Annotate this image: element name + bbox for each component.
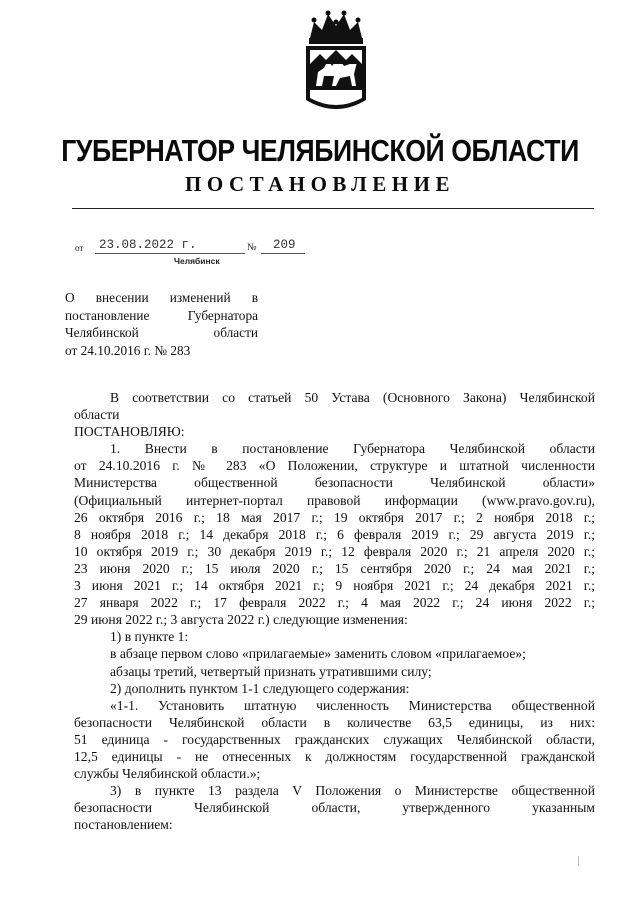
body-line-resolve: ПОСТАНОВЛЯЮ: <box>74 424 185 440</box>
registration-line <box>75 238 315 256</box>
body-line: безопасности Челябинской области в количестве 63,5 единицы, из них: <box>74 714 595 730</box>
body-line: 1. Внести в постановление Губернатора Челябинской области <box>110 441 595 457</box>
body-line: 2) дополнить пунктом 1-1 следующего содержания: <box>110 680 410 696</box>
body-line: 3) в пункте 13 раздела V Положения о Министерстве общественной <box>110 783 595 799</box>
subject-line: Челябинской области <box>65 325 258 340</box>
decree-date: 23.08.2022 г. <box>99 238 197 252</box>
decree-number: 209 <box>273 238 296 252</box>
body-line: 27 января 2022 г.; 17 февраля 2022 г.; 4 мая 2022 г.; 24 июня 2022 г.; <box>74 595 595 611</box>
authority-heading: ГУБЕРНАТОР ЧЕЛЯБИНСКОЙ ОБЛАСТИ <box>61 133 579 168</box>
subject-line: О внесении изменений в <box>65 290 258 305</box>
body-line: (Официальный интернет-портал правовой информации (www.pravo.gov.ru), <box>74 492 595 508</box>
body-line: безопасности Челябинской области, утвержденного указанным <box>74 800 595 816</box>
body-line: в абзаце первом слово «прилагаемые» заменить словом «прилагаемое»; <box>110 646 526 662</box>
date-underline <box>95 253 245 254</box>
header-divider <box>72 208 594 209</box>
number-label: № <box>247 242 257 253</box>
body-line: абзацы третий, четвертый признать утратившими силу; <box>110 663 432 679</box>
body-line: 23 июня 2020 г.; 15 июля 2020 г.; 15 сентября 2020 г.; 24 мая 2021 г.; <box>74 560 595 576</box>
body-line: 51 единица - государственных гражданских служащих Челябинской области, <box>74 731 595 747</box>
body-line: 10 октября 2019 г.; 30 декабря 2019 г.; 12 февраля 2020 г.; 21 апреля 2020 г.; <box>74 543 595 559</box>
body-line: от 24.10.2016 г. № 283 «О Положении, структуре и штатной численности <box>74 458 595 474</box>
date-label: от <box>75 243 84 253</box>
number-underline <box>261 253 305 254</box>
body-line: 12,5 единицы - не отнесенных к должностям государственной гражданской <box>74 748 595 764</box>
body-line: В соответствии со статьей 50 Устава (Основного Закона) Челябинской <box>110 390 595 405</box>
body-line: «1-1. Установить штатную численность Министерства общественной <box>110 697 595 713</box>
body-line: службы Челябинской области.»; <box>74 766 261 782</box>
decree-subject <box>65 289 258 359</box>
chelyabinsk-coat-of-arms-emblem <box>296 8 376 120</box>
body-line: 29 июня 2022 г.; 3 августа 2022 г.) следующие изменения: <box>74 612 408 628</box>
subject-line: от 24.10.2016 г. № 283 <box>65 342 191 358</box>
document-type-heading: ПОСТАНОВЛЕНИЕ <box>185 172 455 196</box>
body-line: 3 июня 2021 г.; 14 октября 2021 г.; 9 ноября 2021 г.; 24 декабря 2021 г.; <box>74 578 595 594</box>
city-name: Челябинск <box>174 256 220 266</box>
body-line: 1) в пункте 1: <box>110 629 189 645</box>
decree-body <box>74 389 595 833</box>
body-line: постановлением: <box>74 817 173 833</box>
body-line: Министерства общественной безопасности Челябинской области» <box>74 475 595 491</box>
body-line: 8 ноября 2018 г.; 14 декабря 2018 г.; 6 февраля 2019 г.; 29 августа 2019 г.; <box>74 526 595 542</box>
body-line: 26 октября 2016 г.; 18 мая 2017 г.; 19 октября 2017 г.; 2 ноября 2018 г.; <box>74 509 595 525</box>
scan-mark <box>578 856 579 866</box>
body-line: области <box>74 407 120 423</box>
subject-line: постановление Губернатора <box>65 307 258 323</box>
